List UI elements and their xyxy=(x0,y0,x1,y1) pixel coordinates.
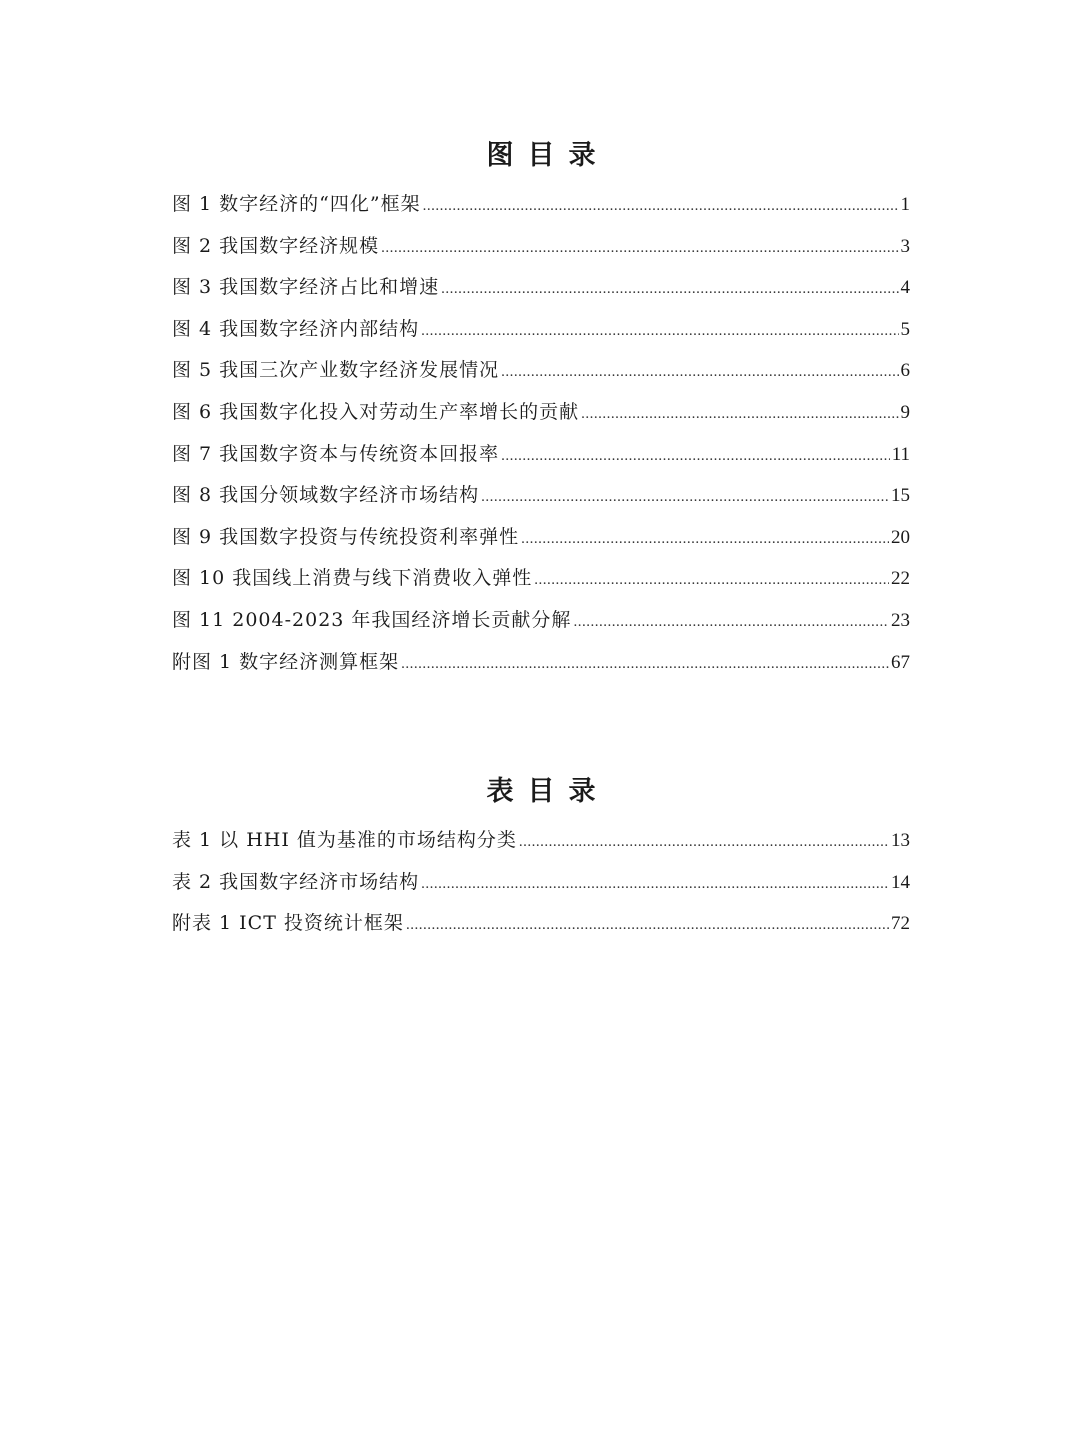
toc-entry-page: 1 xyxy=(900,194,910,215)
toc-entry-page: 9 xyxy=(900,401,910,423)
dot-leader xyxy=(521,519,889,561)
section-title: 图目录 xyxy=(486,140,610,171)
toc-entry[interactable] xyxy=(172,475,910,517)
toc-entry-page: 5 xyxy=(900,318,910,340)
toc-entry[interactable] xyxy=(172,309,910,351)
toc-entry-page: 13 xyxy=(891,830,910,851)
dot-leader xyxy=(534,560,889,602)
dot-leader xyxy=(573,602,889,644)
list-of-tables xyxy=(172,768,910,945)
toc-entry[interactable] xyxy=(172,184,910,226)
toc-entry-page: 23 xyxy=(891,609,910,631)
toc-entry[interactable] xyxy=(172,862,910,904)
toc-entry-label: 表 1 以 HHI 值为基准的市场结构分类 xyxy=(172,829,517,851)
dot-leader xyxy=(441,269,898,311)
toc-entry-label: 图 2 我国数字经济规模 xyxy=(172,234,380,257)
toc-entry-label: 附表 1 ICT 投资统计框架 xyxy=(172,912,404,935)
toc-entry[interactable] xyxy=(172,642,910,684)
toc-entry-label: 图 6 我国数字化投入对劳动生产率增长的贡献 xyxy=(172,400,580,423)
toc-entry-page: 67 xyxy=(891,651,910,673)
toc-entry-page: 22 xyxy=(891,568,910,590)
toc-entry[interactable] xyxy=(172,517,910,559)
toc-entry-label: 图 9 我国数字投资与传统投资利率弹性 xyxy=(172,525,520,548)
dot-leader xyxy=(406,905,889,947)
dot-leader xyxy=(423,186,899,228)
toc-entry-page: 4 xyxy=(900,277,910,299)
toc-entry-page: 72 xyxy=(891,913,910,935)
dot-leader xyxy=(581,394,898,436)
dot-leader xyxy=(421,864,889,906)
toc-entry-label: 图 7 我国数字资本与传统资本回报率 xyxy=(172,442,500,465)
dot-leader xyxy=(519,822,889,864)
toc-entry-label: 图 1 数字经济的“四化”框架 xyxy=(172,193,421,215)
toc-entry[interactable] xyxy=(172,434,910,476)
toc-entry-label: 附图 1 数字经济测算框架 xyxy=(172,650,400,673)
toc-entry[interactable] xyxy=(172,226,910,268)
toc-entry[interactable] xyxy=(172,350,910,392)
toc-entry[interactable] xyxy=(172,600,910,642)
dot-leader xyxy=(401,644,889,686)
toc-entry-label: 图 11 2004-2023 年我国经济增长贡献分解 xyxy=(172,608,572,631)
toc-entry-label: 图 8 我国分领域数字经济市场结构 xyxy=(172,484,480,507)
toc-entry-label: 图 5 我国三次产业数字经济发展情况 xyxy=(172,359,500,382)
dot-leader xyxy=(481,477,889,519)
toc-entry-label: 图 4 我国数字经济内部结构 xyxy=(172,317,420,340)
dot-leader xyxy=(421,311,898,353)
toc-entry-page: 3 xyxy=(900,235,910,257)
toc-entry[interactable] xyxy=(172,903,910,945)
toc-entry-label: 表 2 我国数字经济市场结构 xyxy=(172,870,420,893)
toc-entry[interactable] xyxy=(172,820,910,862)
toc-entry[interactable] xyxy=(172,267,910,309)
dot-leader xyxy=(501,352,898,394)
dot-leader xyxy=(501,436,890,478)
toc-entry-page: 6 xyxy=(900,360,910,382)
list-of-figures xyxy=(172,132,910,683)
toc-entry-page: 20 xyxy=(891,526,910,548)
dot-leader xyxy=(381,228,898,270)
toc-entry[interactable] xyxy=(172,392,910,434)
toc-entry-page: 15 xyxy=(891,485,910,507)
toc-list xyxy=(172,184,910,683)
toc-entry-label: 图 3 我国数字经济占比和增速 xyxy=(172,276,440,299)
section-title: 表目录 xyxy=(486,776,610,807)
toc-list xyxy=(172,820,910,945)
toc-entry[interactable] xyxy=(172,558,910,600)
toc-entry-page: 14 xyxy=(891,871,910,893)
toc-entry-page: 11 xyxy=(891,443,910,465)
toc-entry-label: 图 10 我国线上消费与线下消费收入弹性 xyxy=(172,567,533,590)
